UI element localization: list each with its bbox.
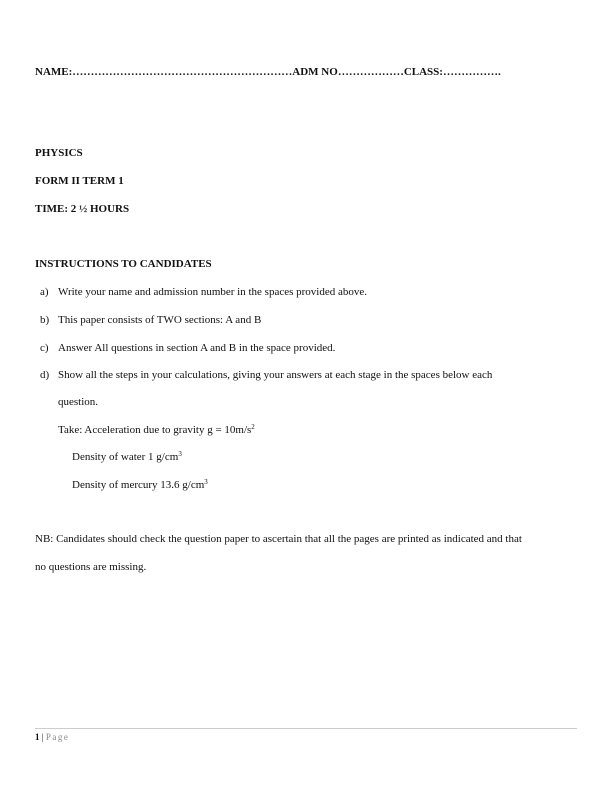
water-density bbox=[72, 451, 182, 464]
instructions-heading: INSTRUCTIONS TO CANDIDATES bbox=[35, 258, 212, 270]
water-density-text: Density of water 1 g/cm bbox=[72, 451, 179, 463]
adm-label: ADM NO bbox=[292, 66, 338, 78]
name-blank: …………………………………………………… bbox=[72, 66, 293, 78]
instruction-text: This paper consists of TWO sections: A and B bbox=[58, 314, 262, 326]
instruction-text: Show all the steps in your calculations, giving your answers at each stage in the spaces below each bbox=[58, 369, 493, 381]
mercury-exponent: 3 bbox=[204, 478, 208, 486]
instruction-continuation: question. bbox=[58, 396, 99, 408]
name-label: NAME: bbox=[35, 66, 73, 78]
candidate-info-line bbox=[35, 66, 501, 79]
class-label: CLASS: bbox=[403, 66, 443, 78]
instruction-marker: c) bbox=[40, 342, 49, 354]
instruction-text: Answer All questions in section A and B in the space provided. bbox=[58, 342, 336, 354]
instruction-marker: b) bbox=[40, 314, 50, 326]
water-exponent: 3 bbox=[178, 450, 182, 458]
instruction-text: Write your name and admission number in the spaces provided above. bbox=[58, 286, 367, 298]
footer-divider bbox=[35, 728, 577, 729]
nb-note-line1: NB: Candidates should check the question paper to ascertain that all the pages are printed as indicated and that bbox=[35, 533, 522, 545]
page-label: Page bbox=[45, 732, 70, 742]
form-term: FORM II TERM 1 bbox=[35, 175, 124, 187]
gravity-text: Take: Acceleration due to gravity g = 10m/s bbox=[58, 424, 252, 436]
adm-blank: ……………… bbox=[337, 66, 404, 78]
gravity-exponent: 2 bbox=[251, 423, 255, 431]
mercury-density bbox=[72, 479, 208, 492]
page-footer bbox=[35, 731, 69, 744]
class-blank: ……………. bbox=[442, 66, 501, 78]
page-number: 1 bbox=[35, 732, 40, 742]
time-allowed: TIME: 2 ½ HOURS bbox=[35, 203, 130, 215]
mercury-density-text: Density of mercury 13.6 g/cm bbox=[72, 479, 205, 491]
instruction-marker: d) bbox=[40, 369, 50, 381]
gravity-constant bbox=[58, 424, 255, 437]
footer-separator: | bbox=[39, 732, 46, 742]
instruction-marker: a) bbox=[40, 286, 49, 298]
nb-note-line2: no questions are missing. bbox=[35, 561, 147, 573]
subject-title: PHYSICS bbox=[35, 147, 83, 159]
